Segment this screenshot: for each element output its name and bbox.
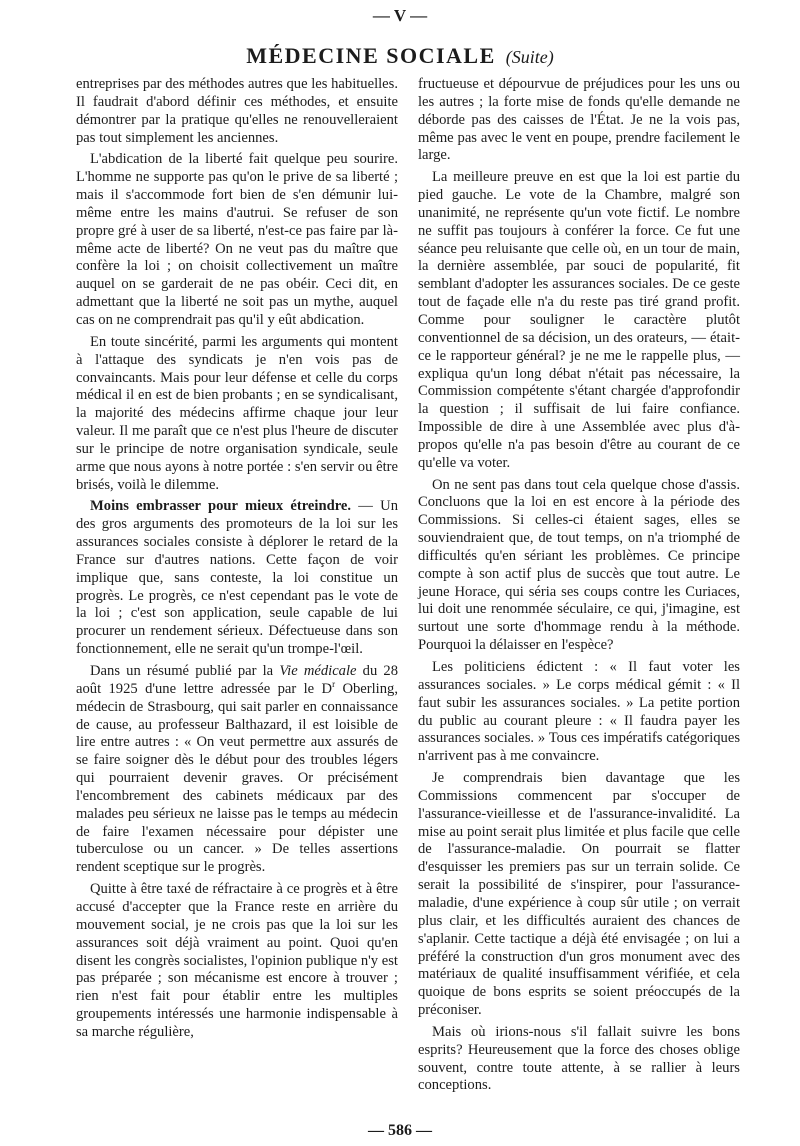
- text-run: Dans un résumé publié par la: [90, 663, 280, 679]
- paragraph: Quitte à être taxé de réfractaire à ce progrès et à être accusé d'accepter que la France reste en arrière du mouvement social, je ne crois pas que la loi sur les assurances soit déjà vraiment au point. Quoi qu'en disent les congrès socialistes, l'opinion publique n'y est pas préparée ; son mécanisme est encore à trouver ; rien n'est fait pour établir entre les multiples groupements intéressés une harmonie indispensable à sa marche régulière,: [76, 881, 398, 1040]
- subhead-body: — Un des gros arguments des promoteurs de la loi sur les assurances sociales consiste à déplorer le retard de la France sur d'autres nations. Cette façon de voir implique que, sans conteste, la loi constitue un progrès. Le progrès, ce n'est cependant pas le vote de la loi ; c'est son application, seule capable de lui procurer un rendement sérieux. Défectueuse dans son fonctionnement, elle ne serait qu'un trompe-l'œil.: [76, 498, 398, 658]
- text-run: du 28 août 1925 d'une lettre adressée par le D: [76, 663, 399, 697]
- title-suite: (Suite): [505, 47, 554, 67]
- paragraph: L'abdication de la liberté fait quelque peu sourire. L'homme ne supporte pas qu'on le prive de sa liberté ; mais il s'accommode fort bien de s'en démunir lui-même entre les mains d'autrui. Se refuser de son propre gré à user de sa liberté, n'est-ce pas faire par là-même acte de liberté? On ne veut pas du maître que confère la loi ; on choisit collectivement un maître auquel on se garderait de ne pas obéir. Ceci dit, en admettant que la liberté ne soit pas un mythe, auquel cas on ne comprendrait pas qu'il y eût abdication.: [76, 151, 398, 328]
- paragraph: [76, 663, 398, 877]
- text-run: Oberling, médecin de Strasbourg, qui sait parler en connaissance de cause, au professeur Balthazard, il est loisible de lire entre autres : « On veut permettre aux assurés de se faire soigner dès le début pour des troubles légers qui pourraient devenir graves. Or précisément l'encombrement des cabinets médicaux par des malades peu sérieux ne laisse pas le temps au médecin de faire l'examen nécessaire pour dépister une tuberculose ou un cancer. » De telles assertions rendent sceptique sur le progrès.: [76, 680, 398, 876]
- running-title: [0, 44, 800, 71]
- text-columns: [76, 76, 740, 1118]
- left-column: [76, 76, 398, 1118]
- dr-superscript: r: [332, 678, 336, 689]
- paragraph-subhead: [76, 498, 398, 659]
- paragraph: On ne sent pas dans tout cela quelque chose d'assis. Concluons que la loi en est encore à la période des Commissions. Si celles-ci étaient sages, elles se souviendraient que, de tout temps, on n'a triomphé de difficultés qu'en sériant les problèmes. Ce principe compte à son actif plus de succès que tout autre. Le jeune Horace, qui séria ses coups contre les Curiaces, lui doit une renommée séculaire, ce qui, j'imagine, est surtout une sorte d'hommage rendu à la méthode. Pourquoi la délaisser en l'espèce?: [418, 476, 740, 654]
- page-marker: — V —: [372, 6, 428, 25]
- paragraph: entreprises par des méthodes autres que les habituelles. Il faudrait d'abord définir ces méthodes, et ensuite démontrer par la pratique qu'elles ne renouvelleraient pas tout simplement les anciennes.: [76, 76, 398, 146]
- page-number: — 586 —: [368, 1122, 432, 1139]
- title-text: MÉDECINE SOCIALE: [246, 43, 496, 68]
- paragraph: Mais où irions-nous s'il fallait suivre les bons esprits? Heureusement que la force des choses oblige souvent, contre toute attente, à se rallier à leurs conceptions.: [418, 1023, 740, 1094]
- paragraph: Je comprendrais bien davantage que les Commissions commencent par s'occuper de l'assurance-vieillesse et de l'assurance-invalidité. La mise au point serait plus limitée et plus facile que celle de l'assurance-maladie. On pourrait se flatter d'esquisser les premiers pas sur un terrain solide. Ce serait la possibilité de s'inspirer, pour l'assurance-maladie, d'une expérience à coup sûr utile ; on verrait plus clair, et les difficultés auraient des chances de s'aplanir. Cette tactique a déjà été envisagée ; on lui a préféré la construction d'un gros monument avec des matériaux de qualité insuffisamment vérifiée, et cela quoique de bons esprits se soient préoccupés de la préconiser.: [418, 770, 740, 1019]
- paragraph: Les politiciens édictent : « Il faut voter les assurances sociales. » Le corps médical gémit : « Il faut subir les assurances sociales. » La petite portion du public au courant pleure : « Il faudra payer les assurances sociales. » Tous ces impératifs catégoriques n'arrivent pas à me convaincre.: [418, 659, 740, 765]
- paragraph: En toute sincérité, parmi les arguments qui montent à l'attaque des syndicats je n'en vois pas de convaincants. Mais pour leur défense et celle du corps médical il en est de bien probants ; en se syndicalisant, la majorité des médecins affirme chaque jour leur valeur. Il me paraît que ce n'est plus l'heure de discuter sur le principe de notre organisation syndicale, seule arme que nous ayons à notre portée : s'en servir ou être brisés, voilà le dilemme.: [76, 333, 398, 493]
- paragraph: La meilleure preuve en est que la loi est partie du pied gauche. Le vote de la Chambre, malgré son unanimité, ne représente qu'un vote fictif. Le nombre ne suffit pas toujours à conférer la force. Ce fut une séance peu reluisante que celle où, en un tour de main, la dernière assemblée, par souci de popularité, fit semblant d'adopter les assurances sociales. De ce geste tout de façade elle n'a du reste pas tiré grand profit. Comme pour souligner le caractère plutôt conventionnel de sa décision, un des orateurs, — était-ce le rapporteur général? je ne me le rappelle plus, — expliqua qu'un long débat n'était pas nécessaire, la Commission compétente s'étant chargée d'approfondir la question ; il suffisait de lui faire confiance. Impossible de dire à une Assemblée avec plus d'à-propos qu'elle n'a pas besoin d'être au courant de ce qu'elle va voter.: [418, 169, 740, 471]
- right-column: [418, 76, 740, 1118]
- paragraph: fructueuse et dépourvue de préjudices pour les uns ou les autres ; la forte mise de fonds qu'elle demande ne déborde pas des caisses de l'État. Je ne la vois pas, même pas avec le vent en poupe, prendre facilement le large.: [418, 76, 740, 164]
- journal-title: Vie médicale: [279, 663, 357, 679]
- section-subheading: Moins embrasser pour mieux étreindre.: [90, 498, 352, 515]
